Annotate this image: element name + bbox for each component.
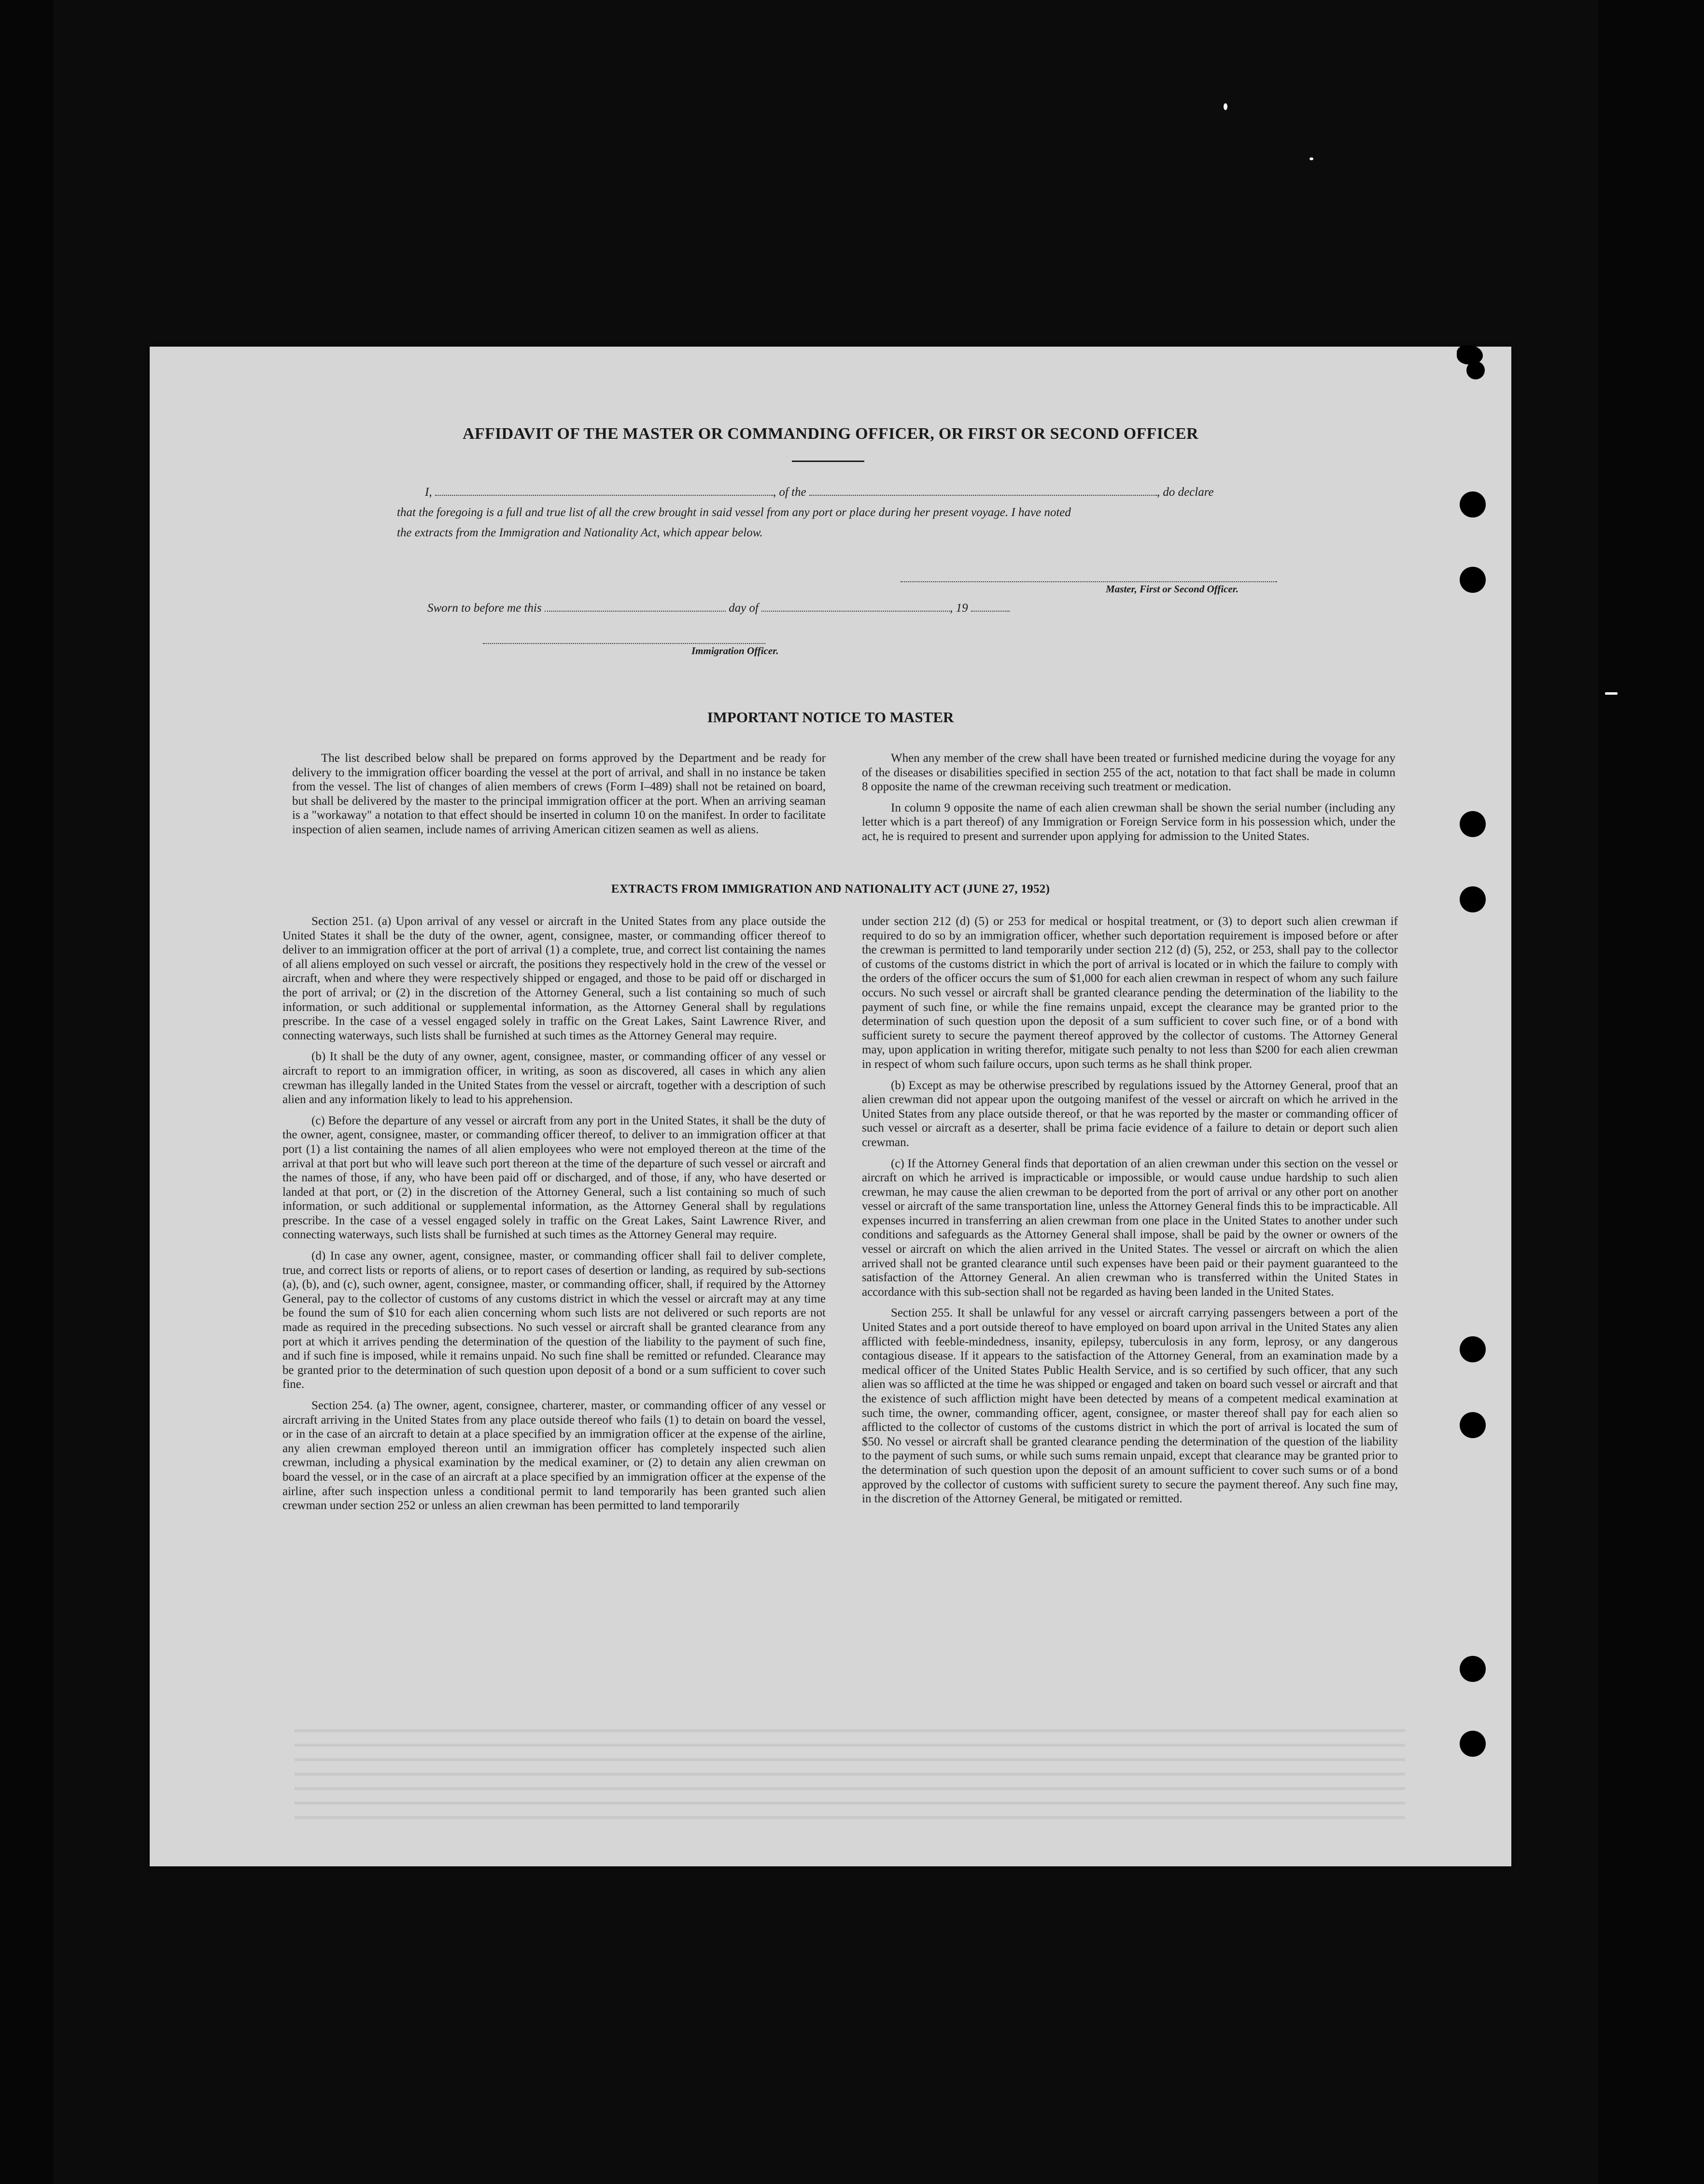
section-251c: (c) Before the departure of any vessel or aircraft from any port in the United States, it shall be the duty of the owner, agent, consignee, master, or commanding officer thereof, to deliver to an immigration officer at that port (1) a list containing the names of all alien employees who were not employed thereon at the time of the arrival at that port but who will leave such port thereon at the time of the departure of such vessel or aircraft and the names of those, if any, who have been paid off or discharged, and of those, if any, who have deserted or landed at that port, or (2) in the discretion of the Attorney General, such a list containing so much of such information, or such additional or supplemental information, as the Attorney General shall by regulations prescribe. In the case of a vessel engaged solely in traffic on the Great Lakes, Saint Lawrence River, and connecting waterways, such lists shall be furnished at such times as the Attorney General may require.: [282, 1114, 826, 1242]
punch-hole: [1460, 811, 1486, 837]
sworn-day-field[interactable]: [545, 600, 726, 612]
year-label: , 19: [950, 602, 968, 615]
punch-hole: [1466, 361, 1485, 379]
i-label: I,: [425, 486, 432, 499]
punch-hole: [1460, 1412, 1486, 1438]
affidavit-title: AFFIDAVIT OF THE MASTER OR COMMANDING OFFICER, OR FIRST OR SECOND OFFICER: [463, 425, 1198, 443]
sworn-year-field[interactable]: [971, 600, 1010, 612]
notice-left-column: [292, 751, 826, 837]
punch-hole: [1460, 491, 1486, 518]
section-255: Section 255. It shall be unlawful for any vessel or aircraft carrying passengers between a port of the United States and a port outside thereof to have employed on board upon arrival in the United States any alien afflicted with feeble-mindedness, insanity, epilepsy, tuberculosis in any form, leprosy, or any dangerous contagious disease. If it appears to the satisfaction of the Attorney General, from an examination made by a medical officer of the United States Public Health Service, and is so certified by such officer, that any such alien was so afflicted at the time he was shipped or engaged and taken on board such vessel or aircraft and that the existence of such affliction might have been detected by means of a competent medical examination at such time, the owner, commanding officer, agent, consignee, or master thereof shall pay for each alien so afflicted to the collector of customs of the customs district in which the port of arrival is located the sum of $50. No vessel or aircraft shall be granted clearance pending the determination of the question of the liability to the payment of such sums, or while such sums remain unpaid, except that clearance may be granted prior to the determination of such question upon the deposit of an amount sufficient to cover such sums or of a bond approved by the collector of customs with sufficient surety to secure the payment thereof. Any such fine may, in the discretion of the Attorney General, be mitigated or remitted.: [862, 1306, 1398, 1506]
punch-hole: [1460, 1656, 1486, 1682]
of-the-label: , of the: [773, 486, 806, 499]
statement-line-1: that the foregoing is a full and true list of all the crew brought in said vessel from any port or place during her present voyage. I have noted: [397, 506, 1071, 519]
extracts-title: EXTRACTS FROM IMMIGRATION AND NATIONALITY ACT (JUNE 27, 1952): [611, 882, 1050, 896]
notice-right-column: [862, 751, 1395, 843]
master-signature-line[interactable]: [901, 580, 1277, 582]
punch-hole: [1460, 567, 1486, 593]
immigration-officer-signature-line[interactable]: [483, 642, 765, 644]
vessel-field[interactable]: [809, 484, 1157, 496]
title-rule: [792, 461, 864, 462]
section-254a-continued: under section 212 (d) (5) or 253 for medical or hospital treatment, or (3) to deport such alien crewman if required to do so by an immigration officer, whether such deportation requirement is imposed before or after the crewman is permitted to land temporarily under section 212 (d) (5), 252, or 253, shall pay to the collector of customs of the customs district in which the port of arrival is located or in which the failure to comply with the orders of the officer occurs the sum of $1,000 for each alien crewman in respect of whom any such failure occurs. No such vessel or aircraft shall be granted clearance pending the determination of the liability to the payment of such fine, or while the fine remains unpaid, except the clearance may be granted prior to the determination of such question upon the deposit of a sum sufficient to cover such fine, or of a bond with sufficient surety to secure the payment thereof approved by the collector of customs. The Attorney General may, upon application in writing therefor, mitigate such penalty to not less than $200 for each alien crewman in respect of whom such failure occurs, upon such terms as he shall think proper.: [862, 915, 1398, 1071]
immigration-officer-label: Immigration Officer.: [691, 645, 779, 657]
section-251a: Section 251. (a) Upon arrival of any vessel or aircraft in the United States from any place outside the United States it shall be the duty of the owner, agent, consignee, master, or commanding officer thereof to deliver to an immigration officer at the port of arrival (1) a complete, true, and correct list containing the names of all aliens employed on such vessel or aircraft, the positions they respectively hold in the crew of the vessel or aircraft, when and where they were respectively shipped or engaged, and those to be paid off or discharged in the port of arrival; or (2) in the discretion of the Attorney General, such a list containing so much of such information, or such additional or supplemental information, as the Attorney General shall by regulations prescribe. In the case of a vessel engaged solely in traffic on the Great Lakes, Saint Lawrence River, and connecting waterways, such lists shall be furnished at such times as the Attorney General may require.: [282, 915, 826, 1042]
sworn-line: [427, 598, 1010, 619]
sworn-month-field[interactable]: [761, 600, 950, 612]
notice-paragraph: The list described below shall be prepared on forms approved by the Department and be ready for delivery to the immigration officer boarding the vessel at the port of arrival, and shall in no instance be taken from the vessel. The list of changes of alien members of crews (Form I–489) shall not be retained on board, but shall be delivered by the master to the principal immigration officer at the port. When an arriving seaman is a "workaway" a notation to that effect should be inserted in column 10 on the manifest. In order to facilitate inspection of alien seamen, include names of arriving American citizen seamen as well as aliens.: [292, 752, 826, 836]
punch-hole: [1460, 1731, 1486, 1757]
statement-line-2: the extracts from the Immigration and Nationality Act, which appear below.: [397, 526, 763, 539]
do-declare-label: , do declare: [1156, 486, 1214, 499]
notice-title: IMPORTANT NOTICE TO MASTER: [707, 709, 954, 726]
extracts-right-column: [862, 914, 1398, 1506]
master-signature-label: Master, First or Second Officer.: [1106, 583, 1239, 595]
notice-paragraph: In column 9 opposite the name of each alien crewman shall be shown the serial number (including any letter which is a part thereof) of any Immigration or Foreign Service form in his possession which, under the act, he is required to present and surrender upon applying for admission to the United States.: [862, 801, 1395, 843]
name-field[interactable]: [435, 484, 773, 496]
film-speck: [1605, 692, 1618, 695]
notice-paragraph: When any member of the crew shall have been treated or furnished medicine during the voyage for any of the diseases or disabilities specified in section 255 of the act, notation to that fact shall be made in column 8 opposite the name of the crewman receiving such treatment or medication.: [862, 752, 1395, 793]
film-speck: [1310, 157, 1313, 160]
section-254c: (c) If the Attorney General finds that deportation of an alien crewman under this section on the vessel or aircraft on which he arrived is impracticable or impossible, or would cause undue hardship to such alien crewman, he may cause the alien crewman to be deported from the port of arrival or any other port on another vessel or aircraft of the same transportation line, unless the Attorney General finds this to be impracticable. All expenses incurred in transferring an alien crewman from one place in the United States to another under such conditions and safeguards as the Attorney General shall impose, shall be paid by the owner or owners of the vessel or aircraft on which the alien arrived in the United States. The vessel or aircraft on which the alien arrived shall not be granted clearance until such expenses have been paid or their payment guaranteed to the satisfaction of the Attorney General. An alien crewman who is transferred within the United States in accordance with this sub-section shall not be regarded as having been landed in the United States.: [862, 1157, 1398, 1299]
day-of-label: day of: [729, 602, 759, 615]
extracts-left-column: [282, 914, 826, 1513]
section-254a: Section 254. (a) The owner, agent, consignee, charterer, master, or commanding officer of any vessel or aircraft arriving in the United States from any place outside thereof who fails (1) to detain on board the vessel, or in the case of an aircraft to detain at a place specified by an immigration officer at the expense of the airline, any alien crewman employed thereon until an immigration officer has completely inspected such alien crewman, including a physical examination by the medical examiner, or (2) to detain any alien crewman on board the vessel, or in the case of an aircraft at a place specified by an immigration officer at the expense of the airline, after such inspection unless a conditional permit to land temporarily has been granted such alien crewman under section 252 or unless an alien crewman has been permitted to land temporarily: [282, 1399, 826, 1512]
film-speck: [1224, 103, 1227, 110]
bleed-through-shadow: [295, 1722, 1405, 1819]
sworn-label: Sworn to before me this: [427, 602, 542, 615]
document-page: [150, 347, 1511, 1866]
declaration-line: [425, 482, 1424, 503]
section-251d: (d) In case any owner, agent, consignee, master, or commanding officer shall fail to deliver complete, true, and correct lists or reports of aliens, or to report cases of desertion or landing, as required by sub-sections (a), (b), and (c), such owner, agent, consignee, master, or commanding officer, shall, if required by the Attorney General, pay to the collector of customs of any customs district in which the vessel or aircraft may at any time be found the sum of $10 for each alien concerning whom such lists are not delivered or such reports are not made as required in the preceding subsections. No such vessel or aircraft shall be granted clearance from any port at which it arrives pending the determination of the question of the liability to the payment of such fine, and if such fine is imposed, while it remains unpaid. No such fine shall be remitted or refunded. Clearance may be granted prior to the determination of such question upon deposit of a bond or a sum sufficient to cover such fine.: [282, 1249, 826, 1391]
punch-hole: [1460, 1336, 1486, 1362]
section-254b: (b) Except as may be otherwise prescribed by regulations issued by the Attorney General, proof that an alien crewman did not appear upon the outgoing manifest of the vessel or aircraft on which he arrived in the United States from any place outside thereof, or that he was reported by the master or commanding officer of such vessel or aircraft as a deserter, shall be prima facie evidence of a failure to detain or deport such alien crewman.: [862, 1078, 1398, 1149]
section-251b: (b) It shall be the duty of any owner, agent, consignee, master, or commanding officer of any vessel or aircraft to report to an immigration officer, in writing, as soon as discovered, all cases in which any alien crewman has illegally landed in the United States from the vessel or aircraft, together with a description of such alien and any information likely to lead to his apprehension.: [282, 1050, 826, 1106]
